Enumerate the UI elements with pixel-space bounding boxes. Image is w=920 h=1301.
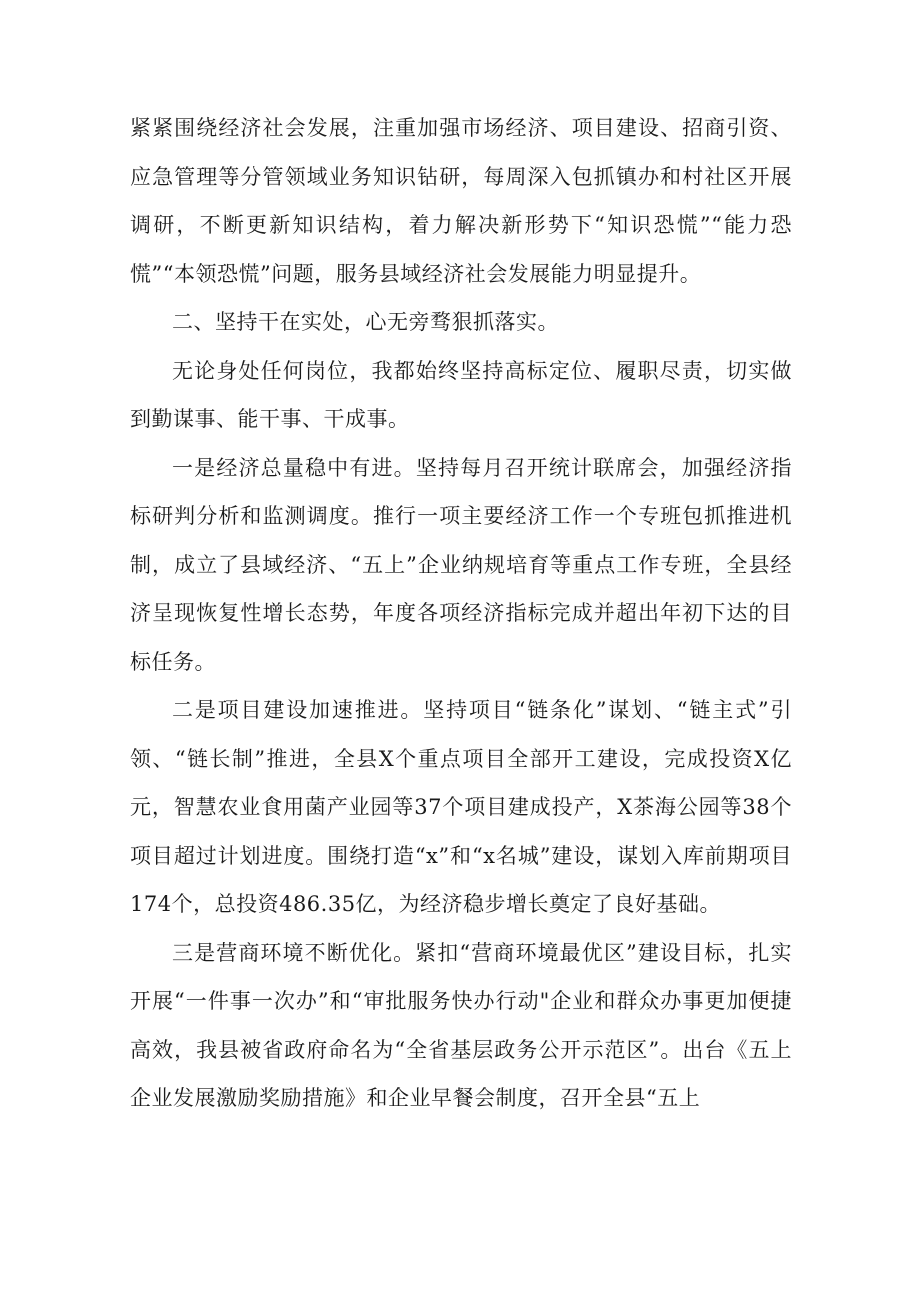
paragraph-intro: 无论身处任何岗位，我都始终坚持高标定位、履职尽责，切实做到勤谋事、能干事、干成事。 bbox=[130, 358, 792, 431]
paragraph-projects: 二是项目建设加速推进。坚持项目“链条化”谋划、“链主式”引领、“链长制”推进，全县X个重点项目全部开工建设，完成投资X亿元，智慧农业食用菌产业园等37个项目建成投产，X茶海公园等38个项目超过计划进度。围绕打造“x”和“x名城”建设，谋划入库前期项目174个，总投资486.35亿，为经济稳步增长奠定了良好基础。 bbox=[130, 698, 792, 916]
paragraph-continuation: 紧紧围绕经济社会发展，注重加强市场经济、项目建设、招商引资、应急管理等分管领域业务知识钻研，每周深入包抓镇办和村社区开展调研，不断更新知识结构，着力解决新形势下“知识恐慌”“能力恐慌”“本领恐慌”问题，服务县域经济社会发展能力明显提升。 bbox=[130, 116, 792, 286]
paragraph-economy: 一是经济总量稳中有进。坚持每月召开统计联席会，加强经济指标研判分析和监测调度。推行一项主要经济工作一个专班包抓推进机制，成立了县域经济、“五上”企业纳规培育等重点工作专班，全县经济呈现恢复性增长态势，年度各项经济指标完成并超出年初下达的目标任务。 bbox=[130, 455, 792, 674]
paragraph-business-environment: 三是营商环境不断优化。紧扣“营商环境最优区”建设目标，扎实开展“一件事一次办”和“审批服务快办行动"企业和群众办事更加便捷高效，我县被省政府命名为“全省基层政务公开示范区”。出台《五上企业发展激励奖励措施》和企业早餐会制度，召开全县“五上 bbox=[130, 940, 792, 1110]
document-body bbox=[130, 104, 792, 1123]
section-heading-2: 二、坚持干在实处，心无旁骛狠抓落实。 bbox=[172, 310, 559, 334]
